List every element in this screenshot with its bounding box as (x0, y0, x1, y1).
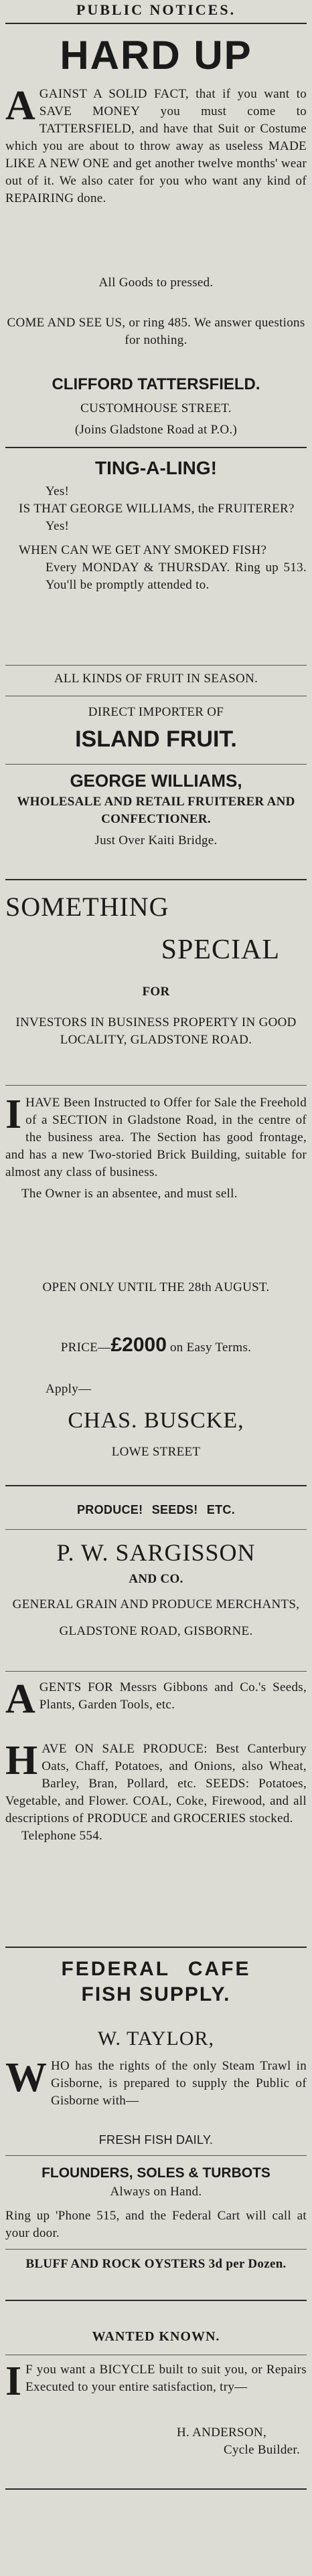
cafe-title: FEDERAL CAFE (61, 1958, 251, 1980)
cafe-body (5, 2055, 307, 2110)
business-name: CLIFFORD TATTERSFIELD. (52, 375, 260, 393)
business-street: CUSTOMHOUSE STREET. (80, 401, 232, 415)
ting-fruit (5, 670, 307, 688)
ring-line: Ring up 'Phone 515, and the Federal Cart will call at your door. (5, 2209, 307, 2240)
ting-yes: Yes! (46, 484, 70, 498)
ting-importer (5, 704, 307, 755)
wanted-text: F you want a BICYCLE built to suit you, or Repairs Executed to your entire satisfaction, try— (25, 2363, 307, 2394)
business-name: W. TAYLOR, (97, 2027, 215, 2050)
price-terms: on Easy Terms. (166, 1341, 252, 1355)
ting-yes: Yes! (46, 519, 70, 533)
business-trade: Cycle Builder. (224, 2443, 300, 2457)
fruit-line: ALL KINDS OF FRUIT IN SEASON. (54, 672, 258, 686)
apply-line: Apply— (46, 1382, 92, 1396)
sargisson-tag (5, 1501, 307, 1518)
price-value: £2000 (110, 1334, 167, 1356)
ting-title: TING-A-LING! (95, 458, 217, 478)
produce-tag: PRODUCE! SEEDS! ETC. (76, 1503, 236, 1516)
island-fruit: ISLAND FRUIT. (75, 726, 237, 752)
public-notices-heading: PUBLIC NOTICES. (76, 1, 236, 18)
importer-line: DIRECT IMPORTER OF (88, 705, 224, 719)
ting-answer: Every MONDAY & THURSDAY. Ring up 513. You'll be promptly attended to. (46, 561, 307, 592)
something-investors (5, 1014, 307, 1049)
fresh-fish-line: FRESH FISH DAILY. (98, 2133, 214, 2147)
divider (5, 1085, 307, 1086)
agent-street: LOWE STREET (111, 1445, 201, 1459)
something-open (5, 1279, 307, 1296)
cafe-subtitle: FISH SUPPLY. (81, 1983, 231, 2005)
for-line: FOR (142, 985, 170, 999)
business-note: (Joins Gladstone Road at P.O.) (74, 423, 238, 437)
business-address: GLADSTONE ROAD, GISBORNE. (59, 1624, 253, 1638)
ting-name-block (5, 771, 307, 850)
business-name: H. ANDERSON, (177, 2425, 266, 2440)
something-body (5, 1094, 307, 1203)
come-line: COME AND SEE US, or ring 485. We answer questions for nothing. (7, 316, 305, 347)
sargisson-have (5, 1738, 307, 1845)
business-name: GEORGE WILLIAMS, (70, 771, 242, 791)
divider (5, 2488, 307, 2490)
dropcap: I (5, 1092, 22, 1137)
dropcap: W (5, 2055, 47, 2100)
cafe-ring (5, 2207, 307, 2242)
wanted-body (5, 2359, 307, 2404)
wanted-sign (5, 2424, 307, 2459)
divider (5, 2155, 307, 2156)
hard-up-goods (5, 274, 307, 292)
something-apply (5, 1381, 307, 1461)
sargisson-agents (5, 1676, 307, 1722)
hard-up-name-block (5, 375, 307, 439)
have-text: AVE ON SALE PRODUCE: Best Canterbury Oats, Chaff, Potatoes, and Onions, also Wheat, Barley, Bran, Pollard, etc. SEEDS: Potatoes, Vegetable, and Flower. COAL, Coke, Firewood, and all descriptions of PRODUCE and GROCERIES stocked. (5, 1742, 307, 1825)
section-header (5, 1, 307, 19)
hard-up-body (5, 83, 307, 207)
cafe-text: HO has the rights of the only Steam Trawl in Gisborne, is prepared to supply the Public of Gisborne with— (51, 2059, 307, 2108)
divider (5, 1485, 307, 1486)
divider (5, 447, 307, 448)
divider (5, 1671, 307, 1672)
divider (5, 1947, 307, 1948)
dropcap: H (5, 1738, 38, 1783)
agent-name: CHAS. BUSCKE, (68, 1408, 244, 1433)
cafe-flounders (5, 2163, 307, 2201)
telephone-line: Telephone 554. (21, 1829, 103, 1843)
divider (5, 1529, 307, 1530)
business-location: Just Over Kaiti Bridge. (94, 833, 218, 848)
wanted-title: WANTED KNOWN. (92, 2329, 220, 2344)
divider (5, 764, 307, 765)
always-line: Always on Hand. (110, 2185, 202, 2199)
ting-question: WHEN CAN WE GET ANY SMOKED FISH? (19, 543, 267, 557)
something-text: HAVE Been Instructed to Offer for Sale the Freehold of a SECTION in Gladstone Road, in the centre of the business area. The Section has good frontage, and has a new Two-storied Brick Building, suitable for almost any class of business. (5, 1096, 307, 1179)
divider (5, 665, 307, 666)
cafe-name (5, 2025, 307, 2052)
wanted-heading (5, 2328, 307, 2345)
hard-up-title: HARD UP (60, 33, 252, 78)
cafe-fresh (5, 2131, 307, 2149)
dropcap: I (5, 2359, 22, 2404)
dropcap: A (5, 83, 35, 128)
sargisson-name-block (5, 1537, 307, 1640)
hard-up-text: GAINST A SOLID FACT, that if you want to SAVE MONEY you must come to TATTERSFIELD, and have that Suit or Costume which you are about to throw away as useless MADE LIKE A NEW ONE and get another twelve months' wear out of it. We also cater for you who want any kind of REPAIRING done. (5, 87, 307, 205)
something-line: SOMETHING (5, 892, 169, 922)
goods-line: All Goods to pressed. (98, 276, 214, 290)
something-price (5, 1334, 307, 1357)
investors-line: INVESTORS IN BUSINESS PROPERTY IN GOOD LOCALITY, GLADSTONE ROAD. (15, 1015, 297, 1047)
ting-title-block (5, 456, 307, 480)
something-for (5, 983, 307, 1001)
special-line: SPECIAL (161, 934, 280, 965)
divider (5, 23, 307, 24)
business-trade: GENERAL GRAIN AND PRODUCE MERCHANTS, (12, 1597, 300, 1611)
business-co: AND CO. (129, 1572, 183, 1586)
agents-text: GENTS FOR Messrs Gibbons and Co.'s Seeds, Plants, Garden Tools, etc. (39, 1680, 307, 1712)
dropcap: A (5, 1676, 35, 1722)
divider (5, 2300, 307, 2301)
business-name: P. W. SARGISSON (56, 1539, 256, 1566)
oysters-line: BLUFF AND ROCK OYSTERS 3d per Dozen. (25, 2257, 287, 2271)
hard-up-title-block (5, 32, 307, 79)
price-label: PRICE— (60, 1341, 111, 1355)
hard-up-come (5, 314, 307, 349)
ting-question: IS THAT GEORGE WILLIAMS, the FRUITERER? (19, 502, 295, 516)
cafe-heading (5, 1957, 307, 2007)
divider (5, 879, 307, 880)
divider (5, 2249, 307, 2250)
cafe-oysters (5, 2256, 307, 2273)
business-trade: WHOLESALE AND RETAIL FRUITERER AND CONFECTIONER. (17, 795, 295, 826)
owner-line: The Owner is an absentee, and must sell. (21, 1187, 238, 1201)
something-heading (5, 890, 307, 967)
open-line: OPEN ONLY UNTIL THE 28th AUGUST. (42, 1280, 270, 1294)
ting-dialogue (5, 483, 307, 594)
flounders-line: FLOUNDERS, SOLES & TURBOTS (42, 2165, 270, 2181)
